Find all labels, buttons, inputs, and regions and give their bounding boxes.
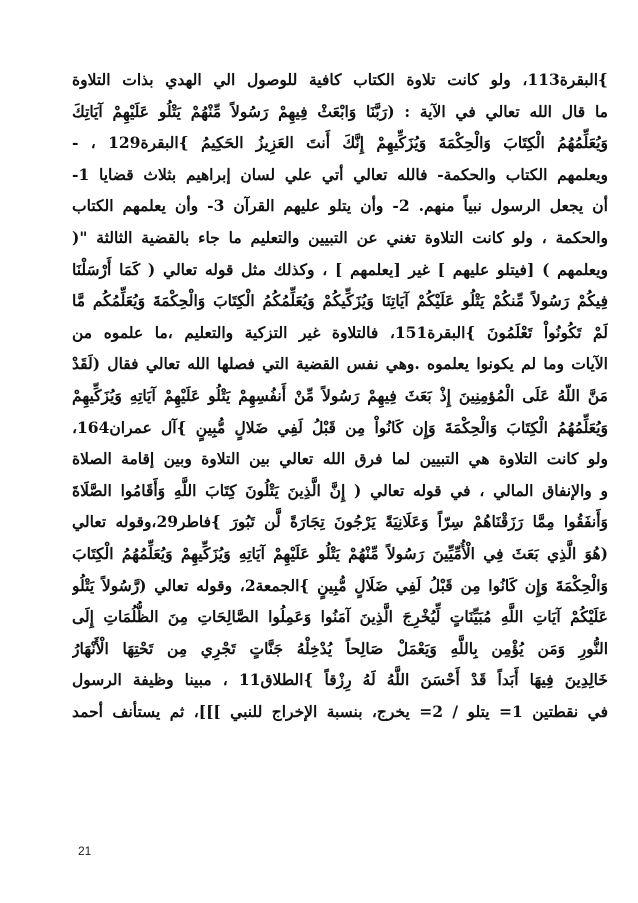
- text-line: ولو كانت التلاوة هي التبيين لما فرق الله تعالي بين التلاوة وبين إقامة الصلاة: [72, 449, 608, 469]
- text-line: النُّورِ وَمَن يُؤْمِن بِاللَّهِ وَيَعْمَلْ صَالِحاً يُدْخِلْهُ جَنَّاتٍ تَجْرِي مِن تَحْتِهَا الْأَنْهَارُ: [72, 638, 608, 658]
- text-line: مَنَّ اللّهُ عَلَى الْمُؤمِنِينَ إِذْ بَعَثَ فِيهِمْ رَسُولاً مِّنْ أَنفُسِهِمْ يَتْلُو عَلَيْهِمْ آيَاتِهِ وَيُزَكِّيهِمْ: [72, 385, 608, 405]
- text-line: أن يجعل الرسول نبياً منهم. 2- وأن يتلو عليهم القرآن 3- وأن يعلمهم الكتاب: [72, 196, 608, 216]
- text-line: (هُوَ الَّذِي بَعَثَ فِي الْأُمِّيِّينَ رَسُولاً مِّنْهُمْ يَتْلُو عَلَيْهِمْ آيَاتِهِ وَيُزَكِّيهِمْ وَيُعَلِّمُهُمُ الْكِتَابَ: [72, 543, 608, 563]
- text-line: وَالْحِكْمَةَ وَإِن كَانُوا مِن قَبْلُ لَفِي ضَلَالٍ مُّبِينٍ }الجمعة2، وقوله تعالي (رَّسُولاً يَتْلُو: [72, 575, 608, 595]
- text-line: خَالِدِينَ فِيهَا أَبَداً قَدْ أَحْسَنَ اللَّهُ لَهُ رِزْقاً }الطلاق11 ، مبينا وظيفة الرسول: [72, 670, 608, 690]
- text-line: وَيُعَلِّمُهُمُ الْكِتَابَ وَالْحِكْمَةَ وَيُزَكِّيهِمْ إِنَّكَ أَنتَ العَزِيزُ الحَكِيمُ }البقرة129 ، -: [72, 133, 608, 153]
- text-line: عَلَيْكُمْ آيَاتِ اللَّهِ مُبَيِّنَاتٍ لِّيُخْرِجَ الَّذِينَ آمَنُوا وَعَمِلُوا الصَّالِحَاتِ مِنَ الظُّلُمَاتِ إِلَى: [72, 607, 608, 627]
- text-line: والحكمة ، ولو كانت التلاوة تغني عن التبيين والتعليم ما جاء بالقضية الثالثة "(: [72, 227, 608, 247]
- text-line: ويعلمهم ) [فيتلو عليهم ] غير [يعلمهم ] ، وكذلك مثل قوله تعالي ( كَمَا أَرْسَلْنَا: [72, 259, 608, 279]
- text-line: ويعلمهم الكتاب والحكمة- فالله تعالي أتي علي لسان إبراهيم بثلاث قضايا 1-: [72, 164, 608, 184]
- text-line: فِيكُمْ رَسُولاً مِّنكُمْ يَتْلُو عَلَيْكُمْ آيَاتِنَا وَيُزَكِّيكُمْ وَيُعَلِّمُكُمُ الْكِتَابَ وَالْحِكْمَةَ وَيُعَلِّمُكُم مَّا: [72, 291, 608, 311]
- text-line: لَمْ تَكُونُواْ تَعْلَمُونَ }البقرة151، فالتلاوة غير التزكية والتعليم ،ما علموه من: [72, 322, 608, 342]
- text-line: الآيات وما لم يكونوا يعلموه .وهي نفس القضية التي فصلها الله تعالي فقال (لَقَدْ: [72, 354, 608, 374]
- text-line: في نقطتين 1= يتلو / 2= يخرج، بنسبة الإخراج للنبي ]]]، ثم يستأنف أحمد: [72, 701, 608, 721]
- text-line: ما قال الله تعالي في الآية : (رَبَّنَا وَابْعَثْ فِيهِمْ رَسُولاً مِّنْهُمْ يَتْلُو عَلَيْهِمْ آيَاتِكَ: [72, 101, 608, 121]
- text-line: }البقرة113، ولو كانت تلاوة الكتاب كافية للوصول الي الهدي بذات التلاوة: [72, 70, 608, 89]
- text-line: وَأَنفَقُوا مِمَّا رَزَقْنَاهُمْ سِرّاً وَعَلَانِيَةً يَرْجُونَ تِجَارَةً لَّن تَبُورَ }فاطر29،وقوله تعالي: [72, 512, 608, 532]
- text-line: و والإنفاق المالي ، في قوله تعالي ( إِنَّ الَّذِينَ يَتْلُونَ كِتَابَ اللَّهِ وَأَقَامُوا الصَّلَاةَ: [72, 480, 608, 500]
- body-text: [72, 64, 608, 727]
- page-number: 21: [78, 844, 92, 858]
- text-line: وَيُعَلِّمُهُمُ الْكِتَابَ وَالْحِكْمَةَ وَإِن كَانُواْ مِن قَبْلُ لَفِي ضَلالٍ مُّبِينٍ }آل عمران164،: [72, 417, 608, 437]
